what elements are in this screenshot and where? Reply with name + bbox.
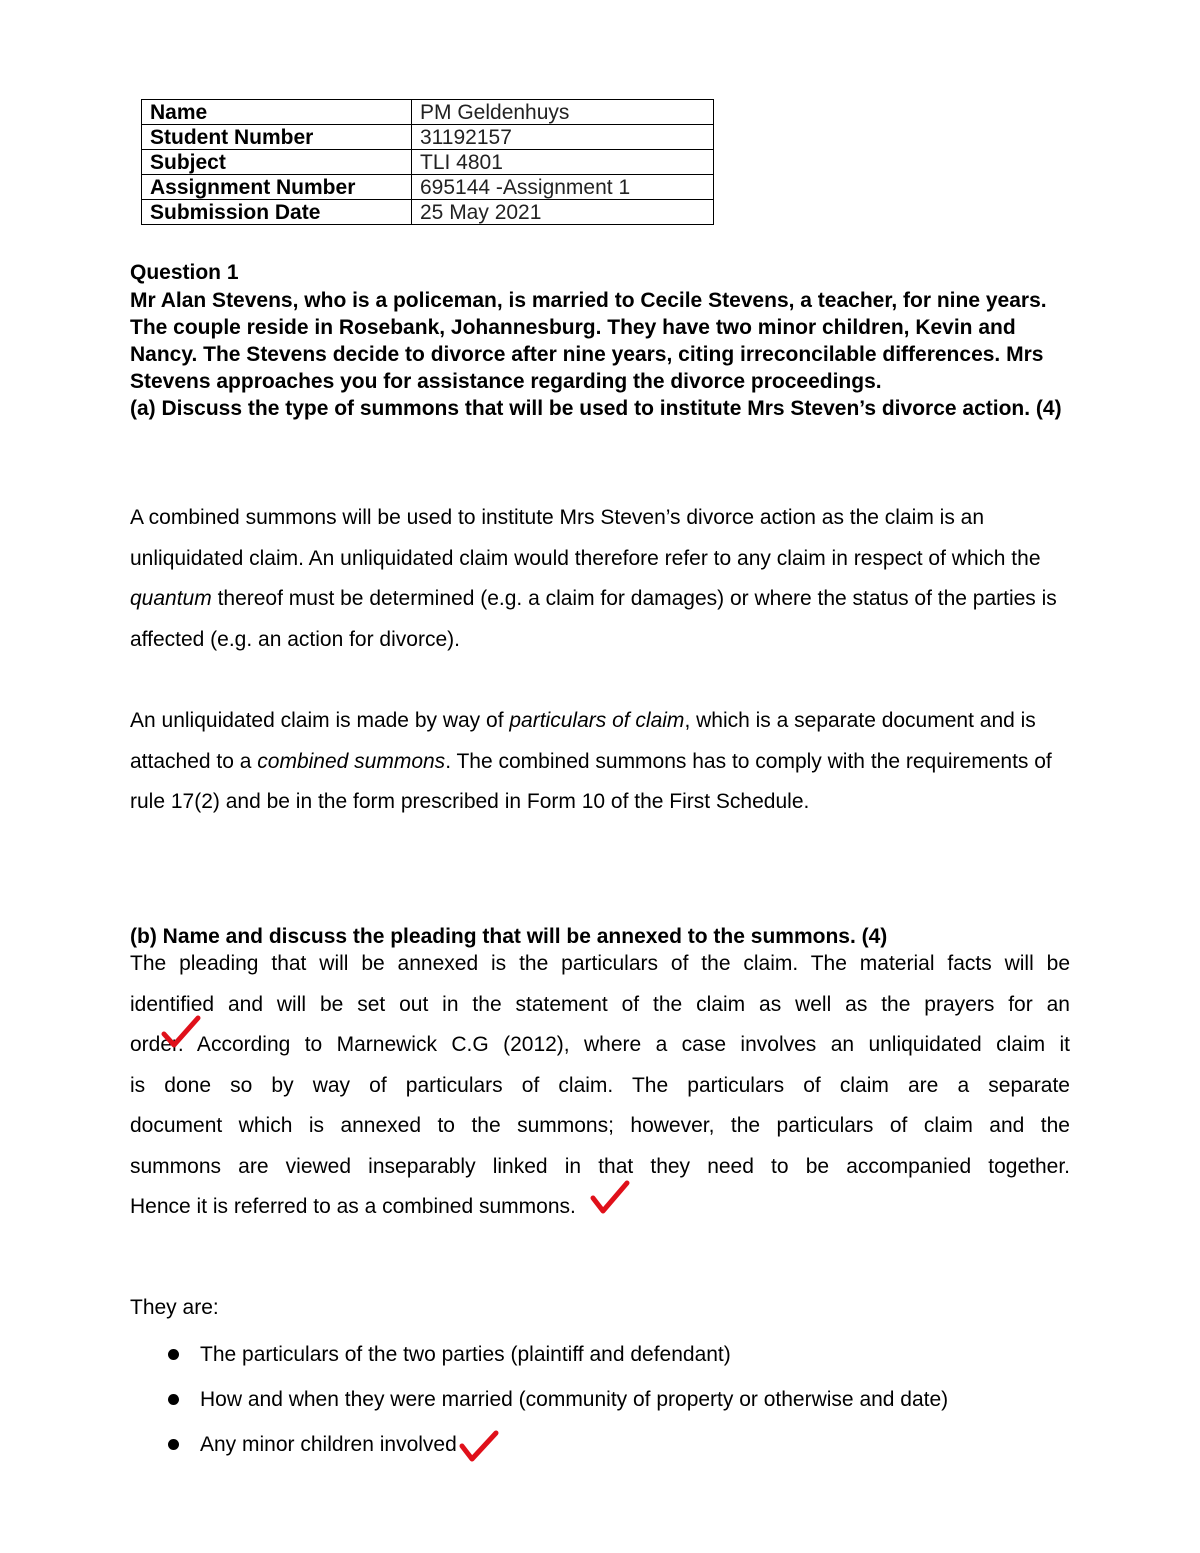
field-label: Subject [142, 150, 412, 175]
italic-term: quantum [130, 587, 212, 610]
bullet-icon [168, 1394, 179, 1405]
table-row [142, 150, 714, 175]
answer-b-line: summons are viewed inseparably linked in that they need to be accompanied together. [130, 1154, 1070, 1178]
field-value: TLI 4801 [412, 150, 714, 175]
answer-b-line: document which is annexed to the summons; however, the particulars of claim and the [130, 1114, 1070, 1137]
checkmark-icon [160, 1014, 202, 1050]
question-scenario: Mr Alan Stevens, who is a policeman, is married to Cecile Stevens, a teacher, for nine years. The couple reside in Rosebank, Johannesburg. They have two minor children, Kevin and Nancy. The Stevens decide to divorce after nine years, citing irreconcilable differences. Mrs Stevens approaches you for assistance regarding the divorce proceedings. [130, 289, 1047, 393]
bullet-icon [168, 1349, 179, 1360]
italic-term: combined summons [257, 749, 446, 773]
answer-b-line: Hence it is referred to as a combined summons. [130, 1195, 576, 1218]
particulars-list [130, 1332, 948, 1467]
table-row [142, 125, 714, 150]
field-value: PM Geldenhuys [412, 100, 714, 125]
question-text [130, 287, 1080, 422]
table-row [142, 175, 714, 200]
question-part-b: (b) Name and discuss the pleading that will be annexed to the summons. (4) [130, 925, 888, 948]
bullet-icon [168, 1439, 179, 1450]
question-part-a: (a) Discuss the type of summons that will be used to institute Mrs Steven’s divorce action. (4) [130, 397, 1062, 420]
italic-term: particulars of claim [509, 709, 685, 732]
student-info-table [141, 99, 714, 225]
answer-b-line: The pleading that will be annexed is the particulars of the claim. The material facts will be [130, 952, 1070, 975]
field-label: Name [142, 100, 412, 125]
answer-b-line: is done so by way of particulars of claim. The particulars of claim are a separate [130, 1073, 1070, 1097]
field-label: Submission Date [142, 200, 412, 225]
answer-b-line: order. According to Marnewick C.G (2012), where a case involves an unliquidated claim it [130, 1033, 1070, 1056]
list-intro: They are: [130, 1296, 219, 1319]
field-value: 31192157 [412, 125, 714, 150]
list-item: Any minor children involved [130, 1422, 948, 1467]
answer-a-paragraph-1: A combined summons will be used to institute Mrs Steven’s divorce action as the claim is an unliquidated claim. An unliquidated claim would therefore refer to any claim in respect of which the quantum thereof must be determined (e.g. a claim for damages) or where the status of the parties is affected (e.g. an action for divorce). [130, 506, 1057, 651]
table-row [142, 200, 714, 225]
question-title: Question 1 [130, 261, 239, 284]
checkmark-icon [458, 1428, 500, 1464]
table-row [142, 100, 714, 125]
field-label: Student Number [142, 125, 412, 150]
field-value: 25 May 2021 [412, 200, 714, 225]
checkmark-icon [589, 1178, 631, 1216]
list-item: How and when they were married (community of property or otherwise and date) [130, 1377, 948, 1422]
answer-b-line: identified and will be set out in the statement of the claim as well as the prayers for an [130, 992, 1070, 1016]
field-value: 695144 -Assignment 1 [412, 175, 714, 200]
answer-a-paragraph-2: An unliquidated claim is made by way of particulars of claim, which is a separate document and is attached to a combined summons. The combined summons has to comply with the requirements of rule 17(2) and be in the form prescribed in Form 10 of the First Schedule. [130, 709, 1052, 813]
list-item: The particulars of the two parties (plaintiff and defendant) [130, 1332, 948, 1377]
field-label: Assignment Number [142, 175, 412, 200]
